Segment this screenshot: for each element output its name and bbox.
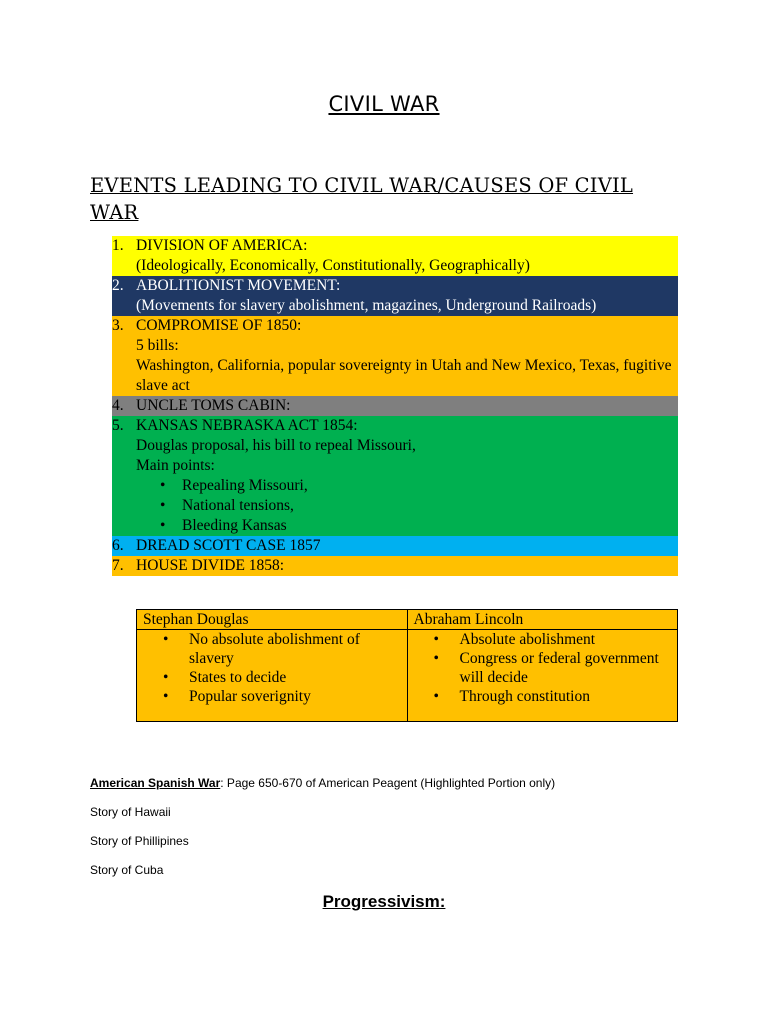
spanish-war-text: : Page 650-670 of American Peagent (Highlighted Portion only) bbox=[220, 776, 556, 790]
list-item bbox=[112, 536, 678, 556]
column-header-lincoln: Abraham Lincoln bbox=[407, 610, 678, 630]
bullet-item: • Absolute abolishment bbox=[460, 630, 674, 649]
page-title: CIVIL WAR bbox=[328, 92, 440, 116]
item-text: 5 bills: bbox=[136, 337, 179, 354]
list-item bbox=[112, 556, 678, 576]
item-number: 3. bbox=[112, 317, 124, 334]
bullet-item: • States to decide bbox=[189, 668, 403, 687]
note-item: Story of Cuba bbox=[90, 863, 164, 877]
item-number: 7. bbox=[112, 557, 124, 574]
events-list bbox=[112, 236, 678, 576]
column-header-douglas: Stephan Douglas bbox=[137, 610, 408, 630]
item-number: 2. bbox=[112, 277, 124, 294]
progressivism-heading: Progressivism: bbox=[322, 892, 446, 911]
spanish-war-note bbox=[90, 775, 555, 791]
list-item bbox=[112, 236, 678, 276]
main-points-list bbox=[136, 476, 678, 536]
douglas-points-cell bbox=[137, 630, 408, 722]
bullet-item: • National tensions, bbox=[182, 496, 678, 516]
bullet-item: • Through constitution bbox=[460, 687, 674, 706]
list-item bbox=[112, 396, 678, 416]
note-item: Story of Hawaii bbox=[90, 805, 171, 819]
bullet-item: • Repealing Missouri, bbox=[182, 476, 678, 496]
spanish-war-label: American Spanish War bbox=[90, 776, 221, 790]
item-number: 6. bbox=[112, 537, 124, 554]
item-number: 5. bbox=[112, 417, 124, 434]
item-text: Washington, California, popular sovereignty in Utah and New Mexico, Texas, fugitive slave act bbox=[136, 357, 672, 394]
note-item: Story of Phillipines bbox=[90, 834, 189, 848]
item-text: Douglas proposal, his bill to repeal Missouri, bbox=[136, 437, 416, 454]
item-text: Main points: bbox=[136, 457, 215, 474]
list-item bbox=[112, 276, 678, 316]
item-heading: UNCLE TOMS CABIN: bbox=[136, 397, 291, 414]
item-text: (Ideologically, Economically, Constitutionally, Geographically) bbox=[136, 257, 530, 274]
item-heading: DREAD SCOTT CASE 1857 bbox=[136, 537, 321, 554]
item-heading: COMPROMISE OF 1850: bbox=[136, 317, 302, 334]
item-heading: HOUSE DIVIDE 1858: bbox=[136, 557, 285, 574]
item-number: 4. bbox=[112, 397, 124, 414]
bullet-item: • Congress or federal government will decide bbox=[460, 649, 674, 687]
debate-comparison-table bbox=[136, 609, 678, 722]
bullet-item: • Popular soverignity bbox=[189, 687, 403, 706]
item-heading: ABOLITIONIST MOVEMENT: bbox=[136, 277, 341, 294]
list-item bbox=[112, 416, 678, 536]
section-heading: EVENTS LEADING TO CIVIL WAR/CAUSES OF CIVIL WAR bbox=[90, 174, 634, 224]
bullet-item: • No absolute abolishment of slavery bbox=[189, 630, 403, 668]
list-item bbox=[112, 316, 678, 396]
item-number: 1. bbox=[112, 237, 124, 254]
item-heading: KANSAS NEBRASKA ACT 1854: bbox=[136, 417, 358, 434]
bullet-item: • Bleeding Kansas bbox=[182, 516, 678, 536]
item-text: (Movements for slavery abolishment, magazines, Underground Railroads) bbox=[136, 297, 597, 314]
lincoln-points-cell bbox=[407, 630, 678, 722]
item-heading: DIVISION OF AMERICA: bbox=[136, 237, 308, 254]
